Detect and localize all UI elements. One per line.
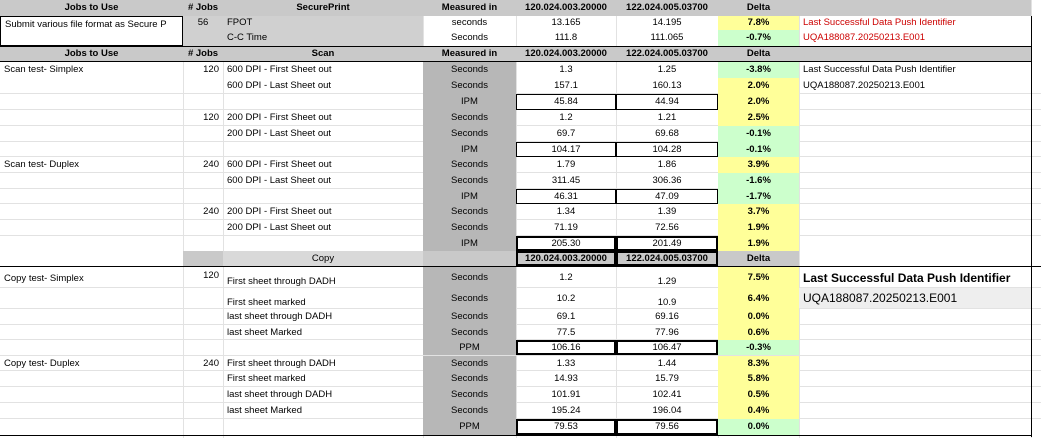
copy-row-v2[interactable]: 10.9 bbox=[657, 296, 677, 308]
copy-row-unit[interactable]: Seconds bbox=[423, 325, 516, 340]
copy-row-v2[interactable]: 69.16 bbox=[655, 311, 679, 323]
secure-row-unit[interactable]: seconds bbox=[451, 17, 488, 29]
scan-row-v1[interactable]: 1.2 bbox=[559, 112, 573, 124]
scan-row-v2[interactable]: 1.21 bbox=[657, 112, 677, 124]
scan-row-v2[interactable]: 201.49 bbox=[616, 236, 718, 251]
copy-row-delta[interactable]: 0.5% bbox=[718, 387, 799, 403]
scan-row-v1[interactable]: 1.34 bbox=[556, 206, 576, 218]
copy-row-label[interactable]: First sheet marked bbox=[227, 296, 306, 308]
scan-row-v2[interactable]: 47.09 bbox=[616, 189, 718, 204]
scan-row-delta[interactable]: 1.9% bbox=[718, 236, 799, 251]
scan-row-delta[interactable]: -1.7% bbox=[718, 189, 799, 204]
copy-row-delta[interactable]: 0.0% bbox=[718, 309, 799, 325]
copy-row-delta[interactable]: 8.3% bbox=[718, 356, 799, 371]
scan-row-v2[interactable]: 72.56 bbox=[655, 222, 679, 234]
secure-row-unit[interactable]: Seconds bbox=[451, 32, 488, 44]
scan-row-unit[interactable]: Seconds bbox=[423, 204, 516, 220]
scan-row-v1[interactable]: 311.45 bbox=[551, 175, 581, 187]
scan-row-delta[interactable]: 1.9% bbox=[718, 220, 799, 236]
copy-header-count-blank bbox=[183, 251, 223, 266]
header-version-2: 122.024.005.03700 bbox=[616, 47, 718, 61]
copy-header-blank bbox=[423, 251, 516, 266]
scan-row-label[interactable]: 200 DPI - Last Sheet out bbox=[227, 222, 332, 234]
copy-row-v2[interactable]: 77.96 bbox=[655, 326, 679, 338]
scan-row-delta[interactable]: -1.6% bbox=[718, 173, 799, 189]
scan-row-delta[interactable]: -0.1% bbox=[718, 126, 799, 142]
copy-row-delta[interactable]: 0.0% bbox=[718, 419, 799, 435]
copy-row-delta[interactable]: 0.6% bbox=[718, 325, 799, 340]
copy-simplex-title[interactable]: Copy test- Simplex bbox=[4, 273, 84, 285]
copy-row-unit[interactable]: Seconds bbox=[423, 288, 516, 309]
copy-row-unit[interactable]: Seconds bbox=[423, 356, 516, 371]
copy-row-unit[interactable]: PPM bbox=[423, 340, 516, 355]
scan-row-delta[interactable]: 2.5% bbox=[718, 110, 799, 126]
scan-row-count[interactable] bbox=[183, 173, 223, 189]
copy-row-delta[interactable]: 7.5% bbox=[718, 267, 799, 288]
copy-row-unit[interactable]: Seconds bbox=[423, 309, 516, 325]
scan-note-title[interactable]: Last Successful Data Push Identifier bbox=[803, 64, 956, 76]
secure-row-delta[interactable]: 7.8% bbox=[718, 16, 799, 30]
copy-note-title[interactable]: Last Successful Data Push Identifier bbox=[803, 270, 1011, 285]
header-scan: Scan bbox=[223, 47, 423, 61]
header-blank bbox=[799, 47, 1031, 61]
copy-simplex-count[interactable]: 120 bbox=[203, 270, 219, 282]
scan-row-v2[interactable]: 69.68 bbox=[655, 128, 679, 140]
copy-row-v1[interactable]: 77.5 bbox=[556, 326, 576, 338]
scan-row-label[interactable]: 600 DPI - Last Sheet out bbox=[227, 80, 332, 92]
scan-row-unit[interactable]: Seconds bbox=[423, 78, 516, 94]
scan-row-count[interactable]: 240 bbox=[203, 206, 219, 218]
scan-row-v2[interactable]: 160.13 bbox=[652, 80, 682, 92]
secure-job-count-blank[interactable] bbox=[183, 30, 223, 46]
header-version-1: 120.024.003.20000 bbox=[516, 251, 616, 266]
header-jobs: Jobs to Use bbox=[0, 47, 183, 61]
copy-row-v1[interactable]: 69.1 bbox=[556, 311, 576, 323]
scan-row-unit[interactable]: Seconds bbox=[423, 220, 516, 236]
copy-row-delta[interactable]: 5.8% bbox=[718, 371, 799, 387]
scan-row-unit[interactable]: Seconds bbox=[423, 173, 516, 189]
copy-row-unit[interactable]: Seconds bbox=[423, 387, 516, 403]
header-version-1: 120.024.003.20000 bbox=[516, 0, 616, 16]
scan-row-count[interactable]: 120 bbox=[203, 112, 219, 124]
scan-row-count[interactable] bbox=[183, 78, 223, 94]
copy-row-v1[interactable]: 1.2 bbox=[559, 271, 573, 283]
scan-row-delta[interactable]: -0.1% bbox=[718, 142, 799, 157]
scan-row-delta[interactable]: 2.0% bbox=[718, 78, 799, 94]
copy-row-delta[interactable]: 6.4% bbox=[718, 288, 799, 309]
copy-row-unit[interactable]: PPM bbox=[423, 419, 516, 435]
scan-row-unit[interactable]: Seconds bbox=[423, 157, 516, 173]
scan-row-v2[interactable]: 1.39 bbox=[657, 206, 677, 218]
scan-row-count[interactable]: 120 bbox=[203, 64, 219, 76]
scan-row-v1[interactable]: 157.1 bbox=[554, 80, 578, 92]
scan-row-count[interactable]: 240 bbox=[203, 159, 219, 171]
scan-row-v2[interactable]: 306.36 bbox=[652, 175, 682, 187]
scan-row-v1[interactable]: 71.19 bbox=[554, 222, 578, 234]
scan-row-v1[interactable]: 69.7 bbox=[556, 128, 576, 140]
scan-duplex-title[interactable]: Scan test- Duplex bbox=[4, 159, 79, 171]
scan-row-label[interactable]: 200 DPI - First Sheet out bbox=[227, 112, 332, 124]
secure-row-v2[interactable]: 14.195 bbox=[652, 17, 682, 29]
copy-row-label[interactable]: last sheet through DADH bbox=[227, 311, 333, 323]
copy-row-v1[interactable]: 101.91 bbox=[551, 389, 581, 401]
scan-row-unit[interactable]: IPM bbox=[423, 236, 516, 251]
copy-row-label[interactable]: last sheet Marked bbox=[227, 405, 302, 417]
scan-row-unit[interactable]: Seconds bbox=[423, 126, 516, 142]
scan-row-v1[interactable]: 104.17 bbox=[516, 142, 616, 157]
copy-row-delta[interactable]: -0.3% bbox=[718, 340, 799, 355]
scan-row-label[interactable]: 200 DPI - Last Sheet out bbox=[227, 128, 332, 140]
copy-row-v2[interactable]: 1.44 bbox=[657, 357, 677, 369]
scan-row-v2[interactable]: 44.94 bbox=[616, 94, 718, 110]
copy-row-v2[interactable]: 106.47 bbox=[616, 340, 718, 355]
copy-header-title: Copy bbox=[223, 251, 423, 266]
copy-row-v2[interactable]: 102.41 bbox=[652, 389, 682, 401]
copy-row-label[interactable]: First sheet marked bbox=[227, 373, 306, 385]
header-blank bbox=[799, 0, 1031, 16]
copy-duplex-count[interactable]: 240 bbox=[203, 357, 219, 369]
copy-row-v1[interactable]: 106.16 bbox=[516, 340, 616, 355]
copy-row-delta[interactable]: 0.4% bbox=[718, 403, 799, 419]
scan-row-v1[interactable]: 205.30 bbox=[516, 236, 616, 251]
header-measured: Measured in bbox=[423, 47, 516, 61]
scan-row-v2[interactable]: 104.28 bbox=[616, 142, 718, 157]
scan-row-v1[interactable]: 46.31 bbox=[516, 189, 616, 204]
scan-row-v2[interactable]: 1.86 bbox=[657, 159, 677, 171]
header-version-1: 120.024.003.20000 bbox=[516, 47, 616, 61]
border-line bbox=[0, 435, 1031, 436]
header-jobs: Jobs to Use bbox=[0, 0, 183, 16]
header-njobs: # Jobs bbox=[183, 47, 223, 61]
copy-row-v1[interactable]: 1.33 bbox=[556, 357, 576, 369]
header-delta: Delta bbox=[718, 251, 799, 266]
scan-row-unit[interactable]: IPM bbox=[423, 142, 516, 157]
scan-row-delta[interactable]: 3.7% bbox=[718, 204, 799, 220]
header-secureprint: SecurePrint bbox=[223, 0, 423, 16]
scan-row-delta[interactable]: -3.8% bbox=[718, 62, 799, 78]
scan-row-unit[interactable]: IPM bbox=[423, 189, 516, 204]
scan-row-v1[interactable]: 1.79 bbox=[556, 159, 576, 171]
border-line bbox=[1031, 16, 1032, 47]
scan-note-id[interactable]: UQA188087.20250213.E001 bbox=[803, 80, 926, 92]
copy-row-unit[interactable]: Seconds bbox=[423, 403, 516, 419]
copy-duplex-title[interactable]: Copy test- Duplex bbox=[4, 357, 80, 369]
secure-row-label[interactable]: FPOT bbox=[223, 16, 423, 30]
copy-note-id[interactable]: UQA188087.20250213.E001 bbox=[799, 288, 1031, 308]
secure-row-v1[interactable]: 13.165 bbox=[551, 17, 581, 29]
secure-note-title[interactable]: Last Successful Data Push Identifier bbox=[803, 17, 956, 29]
scan-row-v1[interactable]: 45.84 bbox=[516, 94, 616, 110]
scan-row-unit[interactable]: Seconds bbox=[423, 62, 516, 78]
header-delta: Delta bbox=[718, 47, 799, 61]
copy-row-v1[interactable]: 195.24 bbox=[551, 405, 581, 417]
scan-row-count[interactable] bbox=[183, 126, 223, 142]
scan-row-label[interactable]: 200 DPI - First Sheet out bbox=[227, 206, 332, 218]
scan-row-delta[interactable]: 2.0% bbox=[718, 94, 799, 110]
copy-row-v2[interactable]: 196.04 bbox=[652, 405, 682, 417]
copy-row-v1[interactable]: 79.53 bbox=[516, 419, 616, 435]
scan-row-unit[interactable]: Seconds bbox=[423, 110, 516, 126]
copy-row-v2[interactable]: 79.56 bbox=[616, 419, 718, 435]
scan-row-label[interactable]: 600 DPI - Last Sheet out bbox=[227, 175, 332, 187]
scan-simplex-title[interactable]: Scan test- Simplex bbox=[4, 64, 84, 76]
copy-row-v1[interactable]: 14.93 bbox=[554, 373, 578, 385]
secure-note-id[interactable]: UQA188087.20250213.E001 bbox=[803, 32, 926, 44]
copy-row-label[interactable]: First sheet through DADH bbox=[227, 357, 336, 369]
scan-row-v1[interactable]: 1.3 bbox=[559, 64, 573, 76]
secure-job-count[interactable]: 56 bbox=[183, 16, 223, 30]
scan-row-v2[interactable]: 1.25 bbox=[657, 64, 677, 76]
scan-row-count[interactable] bbox=[183, 220, 223, 236]
secure-row-v1[interactable]: 111.8 bbox=[554, 32, 578, 44]
scan-row-unit[interactable]: IPM bbox=[423, 94, 516, 110]
header-version-2: 122.024.005.03700 bbox=[616, 251, 718, 266]
copy-row-label[interactable]: last sheet Marked bbox=[227, 326, 302, 338]
header-measured: Measured in bbox=[423, 0, 516, 16]
copy-row-v1[interactable]: 10.2 bbox=[556, 292, 576, 304]
copy-row-unit[interactable]: Seconds bbox=[423, 267, 516, 288]
secure-job-title[interactable]: Submit various file format as Secure P bbox=[0, 16, 183, 46]
scan-row-label[interactable]: 600 DPI - First Sheet out bbox=[227, 64, 332, 76]
copy-row-label[interactable]: First sheet through DADH bbox=[227, 275, 336, 287]
secure-row-label[interactable]: C-C Time bbox=[223, 30, 423, 46]
border-line bbox=[1031, 47, 1032, 437]
scan-row-label[interactable]: 600 DPI - First Sheet out bbox=[227, 159, 332, 171]
header-delta: Delta bbox=[718, 0, 799, 16]
header-njobs: # Jobs bbox=[183, 0, 223, 16]
copy-row-unit[interactable]: Seconds bbox=[423, 371, 516, 387]
header-version-2: 122.024.005.03700 bbox=[616, 0, 718, 16]
scan-row-delta[interactable]: 3.9% bbox=[718, 157, 799, 173]
secure-row-v2[interactable]: 111.065 bbox=[650, 32, 684, 44]
copy-row-v2[interactable]: 1.29 bbox=[657, 275, 677, 287]
secure-row-delta[interactable]: -0.7% bbox=[718, 30, 799, 46]
copy-row-v2[interactable]: 15.79 bbox=[655, 373, 679, 385]
copy-row-label[interactable]: last sheet through DADH bbox=[227, 389, 333, 401]
